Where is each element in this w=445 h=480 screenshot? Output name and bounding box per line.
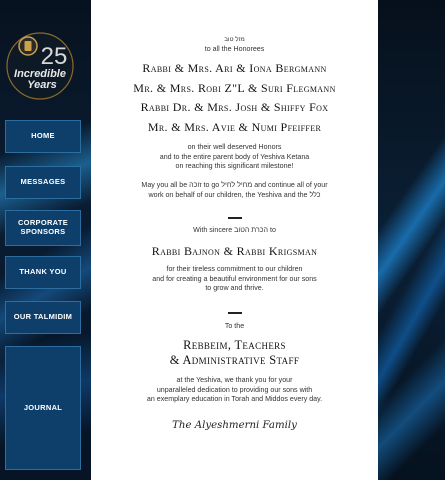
honoree-name: Rabbi & Mrs. Ari & Iona Bergmann [142,61,327,75]
honorees-list [91,59,378,137]
honoree-name: Mr. & Mrs. Avie & Numi Pfeiffer [147,119,322,134]
honorees-intro: to all the Honorees [204,45,265,53]
nav-our-talmidim-label: OUR TALMIDIM [13,312,73,322]
honoree-name: Rabbi Dr. & Mrs. Josh & Shiffy Fox [140,100,329,114]
sidebar [0,0,91,480]
staff-heading-line: & Administrative Staff [169,353,300,367]
staff-line: an exemplary education in Torah and Middos every day. [146,395,323,404]
divider [91,312,378,314]
nav-messages-label: MESSAGES [20,177,66,187]
nav-corporate-sponsors-button[interactable] [5,210,81,246]
nav-home-label: HOME [31,131,55,141]
divider [91,217,378,219]
honoree-name: Mr. & Mrs. Robi Z"L & Suri Flegmann [133,80,336,95]
staff-line: unparalleled dedication to providing our sons with [156,385,313,394]
logo-years: Years [27,79,57,91]
decorative-side-panel [378,0,445,480]
journal-ad-card [91,0,378,480]
logo-number: 25 [40,43,68,70]
staff-heading-line: Rebbeim, Teachers [183,338,286,352]
rabbis-line: and for creating a beautiful environment for our sons [152,274,317,283]
staff-heading [91,338,378,368]
honors-line: on reaching this significant milestone! [175,162,294,171]
nav-thank-you-label: THANK YOU [19,267,67,277]
nav-our-talmidim-button[interactable] [5,301,81,334]
nav-corporate-sponsors-label-line2: SPONSORS [20,227,66,236]
sincere-line: With sincere הכרת הטוב to [193,226,276,234]
honors-line: and to the entire parent body of Yeshiva Ketana [159,152,310,161]
family-signature: The Alyeshmerni Family [172,420,297,431]
honors-paragraph [91,143,378,172]
rabbis-line: to grow and thrive. [205,284,264,293]
nav-journal-button[interactable] [5,346,81,470]
staff-paragraph [91,376,378,405]
rabbis-line: for their tireless commitment to our children [166,265,303,273]
to-the-line: To the [224,322,245,330]
hebrew-mazel-tov: מזל טוב [224,36,245,43]
wish-line: work on behalf of our children, the Yeshiva and the כלל [148,190,321,199]
rabbis-names: Rabbi Bajnon & Rabbi Krigsman [151,244,318,258]
anniversary-logo[interactable] [4,30,76,102]
honors-line: on their well deserved Honors [187,143,282,151]
staff-line: at the Yeshiva, we thank you for your [176,376,293,384]
logo-incredible: Incredible [14,68,66,80]
wish-line: May you all be זוכה to go מחיל לחיל and continue all of your [141,181,328,189]
wish-paragraph [91,181,378,200]
rabbis-paragraph [91,265,378,294]
nav-messages-button[interactable] [5,166,81,199]
nav-home-button[interactable] [5,120,81,153]
nav-thank-you-button[interactable] [5,256,81,289]
nav-journal-label: JOURNAL [23,402,63,412]
nav-corporate-sponsors-label-line1: CORPORATE [17,218,69,228]
